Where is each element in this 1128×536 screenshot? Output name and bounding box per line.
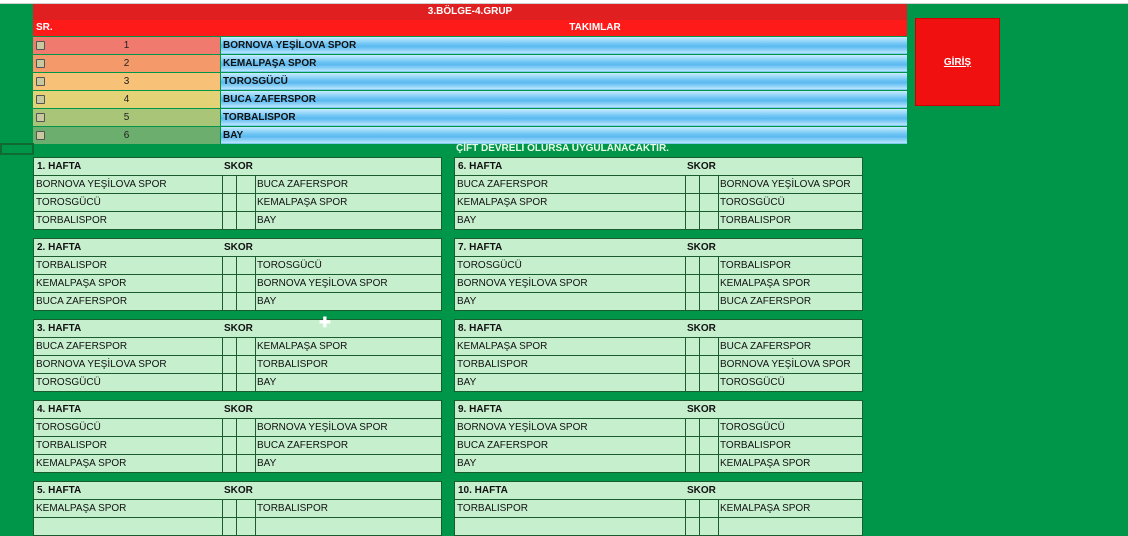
away-score-cell[interactable] — [237, 518, 256, 535]
home-score-cell[interactable] — [223, 419, 237, 436]
team-number: 3 — [33, 73, 220, 90]
score-label: SKOR — [224, 242, 253, 253]
week-table — [454, 238, 863, 311]
home-team-cell[interactable]: TORBALISPOR — [457, 356, 686, 373]
away-score-cell[interactable] — [700, 176, 719, 193]
week-header — [34, 239, 441, 257]
home-team-cell[interactable]: KEMALPAŞA SPOR — [36, 455, 223, 472]
away-score-cell[interactable] — [237, 293, 256, 310]
away-score-cell[interactable] — [700, 518, 719, 535]
week-table — [454, 400, 863, 473]
match-row — [455, 356, 862, 374]
home-score-cell[interactable] — [223, 212, 237, 229]
team-checkbox[interactable] — [36, 77, 45, 86]
home-team-cell[interactable]: BUCA ZAFERSPOR — [36, 338, 223, 355]
score-label: SKOR — [687, 161, 716, 172]
score-label: SKOR — [224, 485, 253, 496]
home-score-cell[interactable] — [686, 293, 700, 310]
team-row[interactable] — [33, 55, 907, 72]
week-header — [455, 158, 862, 176]
away-team-cell[interactable] — [720, 518, 862, 535]
giris-button[interactable]: GİRİŞ — [915, 18, 1000, 106]
match-row — [34, 518, 441, 535]
home-score-cell[interactable] — [223, 257, 237, 274]
away-team-cell[interactable]: BAY — [257, 296, 277, 307]
home-team-cell[interactable]: BUCA ZAFERSPOR — [457, 437, 686, 454]
home-score-cell[interactable] — [223, 374, 237, 391]
team-checkbox[interactable] — [36, 113, 45, 122]
week-header — [34, 401, 441, 419]
home-score-cell[interactable] — [223, 518, 237, 535]
week-header — [34, 320, 441, 338]
away-team-cell[interactable] — [257, 518, 441, 535]
score-label: SKOR — [687, 404, 716, 415]
away-team-cell[interactable]: TORBALISPOR — [720, 260, 791, 271]
home-score-cell[interactable] — [686, 212, 700, 229]
week-label: 4. HAFTA — [37, 404, 82, 415]
away-team-cell[interactable]: BAY — [257, 458, 277, 469]
away-score-cell[interactable] — [700, 455, 719, 472]
away-team-cell[interactable]: KEMALPAŞA SPOR — [720, 503, 811, 514]
away-team-cell[interactable]: BUCA ZAFERSPOR — [720, 296, 812, 307]
score-label: SKOR — [687, 323, 716, 334]
score-label: SKOR — [687, 485, 716, 496]
away-team-cell[interactable]: KEMALPAŞA SPOR — [257, 197, 348, 208]
away-team-cell[interactable]: BUCA ZAFERSPOR — [257, 440, 349, 451]
team-checkbox[interactable] — [36, 95, 45, 104]
home-team-cell[interactable]: BAY — [457, 374, 686, 391]
home-score-cell[interactable] — [686, 194, 700, 211]
away-team-cell[interactable]: BORNOVA YEŞİLOVA SPOR — [720, 359, 851, 370]
week-header — [455, 320, 862, 338]
away-team-cell[interactable]: BORNOVA YEŞİLOVA SPOR — [257, 278, 388, 289]
team-name[interactable]: BORNOVA YEŞİLOVA SPOR — [221, 37, 907, 54]
away-score-cell[interactable] — [237, 257, 256, 274]
home-team-cell[interactable]: TORBALISPOR — [36, 257, 223, 274]
team-row[interactable] — [33, 127, 907, 144]
home-score-cell[interactable] — [686, 338, 700, 355]
team-checkbox[interactable] — [36, 41, 45, 50]
home-team-cell[interactable]: TORBALISPOR — [36, 212, 223, 229]
selected-cell[interactable] — [0, 143, 34, 155]
home-score-cell[interactable] — [223, 437, 237, 454]
match-row — [455, 455, 862, 472]
home-score-cell[interactable] — [223, 338, 237, 355]
away-score-cell[interactable] — [237, 374, 256, 391]
home-team-cell[interactable]: KEMALPAŞA SPOR — [36, 275, 223, 292]
week-table — [33, 481, 442, 536]
match-row — [455, 518, 862, 535]
teams-header-row — [33, 20, 907, 36]
away-team-cell[interactable]: BORNOVA YEŞİLOVA SPOR — [257, 422, 388, 433]
score-label: SKOR — [687, 242, 716, 253]
away-team-cell[interactable]: TORBALISPOR — [257, 359, 328, 370]
sr-header: SR. — [36, 22, 53, 33]
home-team-cell[interactable]: TOROSGÜCÜ — [36, 419, 223, 436]
week-header — [455, 239, 862, 257]
week-label: 7. HAFTA — [458, 242, 503, 253]
double-round-note: ÇİFT DEVRELİ OLURSA UYGULANACAKTIR. — [456, 143, 669, 154]
score-label: SKOR — [224, 323, 253, 334]
home-team-cell[interactable]: BAY — [457, 455, 686, 472]
match-row — [34, 419, 441, 437]
match-row — [34, 437, 441, 455]
home-team-cell[interactable]: BORNOVA YEŞİLOVA SPOR — [457, 419, 686, 436]
home-team-cell[interactable]: KEMALPAŞA SPOR — [457, 338, 686, 355]
team-number: 5 — [33, 109, 220, 126]
match-row — [455, 257, 862, 275]
home-score-cell[interactable] — [686, 176, 700, 193]
home-team-cell[interactable]: BAY — [457, 293, 686, 310]
away-score-cell[interactable] — [237, 356, 256, 373]
match-row — [34, 338, 441, 356]
cell-cursor-icon: ✚ — [319, 314, 331, 330]
away-score-cell[interactable] — [700, 293, 719, 310]
team-row[interactable] — [33, 37, 907, 54]
team-number: 4 — [33, 91, 220, 108]
team-number: 1 — [33, 37, 220, 54]
week-header — [455, 482, 862, 500]
away-score-cell[interactable] — [700, 419, 719, 436]
week-header — [34, 482, 441, 500]
week-header — [455, 401, 862, 419]
week-label: 2. HAFTA — [37, 242, 82, 253]
team-row[interactable] — [33, 109, 907, 126]
match-row — [455, 176, 862, 194]
team-row[interactable] — [33, 91, 907, 108]
away-score-cell[interactable] — [700, 338, 719, 355]
away-score-cell[interactable] — [700, 356, 719, 373]
team-checkbox[interactable] — [36, 131, 45, 140]
home-team-cell[interactable]: TOROSGÜCÜ — [457, 257, 686, 274]
team-number: 6 — [33, 127, 220, 144]
away-score-cell[interactable] — [700, 437, 719, 454]
home-team-cell[interactable]: TOROSGÜCÜ — [36, 374, 223, 391]
match-row — [455, 338, 862, 356]
home-team-cell[interactable]: BORNOVA YEŞİLOVA SPOR — [457, 275, 686, 292]
week-label: 10. HAFTA — [458, 485, 508, 496]
home-score-cell[interactable] — [686, 356, 700, 373]
match-row — [34, 275, 441, 293]
home-score-cell[interactable] — [686, 455, 700, 472]
away-team-cell[interactable]: TORBALISPOR — [720, 440, 791, 451]
away-score-cell[interactable] — [237, 437, 256, 454]
score-label: SKOR — [224, 161, 253, 172]
away-team-cell[interactable]: TOROSGÜCÜ — [720, 422, 785, 433]
away-team-cell[interactable]: TOROSGÜCÜ — [720, 197, 785, 208]
match-row — [455, 194, 862, 212]
match-row — [34, 356, 441, 374]
home-score-cell[interactable] — [686, 437, 700, 454]
teams-header: TAKIMLAR — [569, 22, 621, 33]
home-score-cell[interactable] — [223, 194, 237, 211]
away-team-cell[interactable]: BAY — [257, 215, 277, 226]
away-score-cell[interactable] — [700, 212, 719, 229]
away-team-cell[interactable]: KEMALPAŞA SPOR — [257, 341, 348, 352]
away-score-cell[interactable] — [237, 212, 256, 229]
home-team-cell[interactable]: TORBALISPOR — [457, 500, 686, 517]
home-team-cell[interactable]: BORNOVA YEŞİLOVA SPOR — [36, 356, 223, 373]
home-score-cell[interactable] — [223, 455, 237, 472]
away-score-cell[interactable] — [237, 500, 256, 517]
team-name[interactable]: BUCA ZAFERSPOR — [221, 91, 907, 108]
home-team-cell[interactable]: BORNOVA YEŞİLOVA SPOR — [36, 176, 223, 193]
match-row — [455, 500, 862, 518]
team-checkbox[interactable] — [36, 59, 45, 68]
away-score-cell[interactable] — [700, 500, 719, 517]
away-team-cell[interactable]: KEMALPAŞA SPOR — [720, 458, 811, 469]
week-table — [454, 481, 863, 536]
week-label: 1. HAFTA — [37, 161, 82, 172]
team-row[interactable] — [33, 73, 907, 90]
home-team-cell[interactable] — [457, 518, 686, 535]
match-row — [34, 374, 441, 391]
week-table — [33, 400, 442, 473]
team-name[interactable]: BAY — [221, 127, 907, 144]
match-row — [34, 293, 441, 310]
away-score-cell[interactable] — [700, 374, 719, 391]
home-score-cell[interactable] — [223, 176, 237, 193]
match-row — [34, 212, 441, 229]
score-label: SKOR — [224, 404, 253, 415]
week-table — [33, 238, 442, 311]
week-table — [33, 157, 442, 230]
match-row — [455, 419, 862, 437]
home-score-cell[interactable] — [223, 356, 237, 373]
home-score-cell[interactable] — [686, 374, 700, 391]
team-name[interactable]: KEMALPAŞA SPOR — [221, 55, 907, 72]
match-row — [34, 455, 441, 472]
match-row — [34, 194, 441, 212]
home-team-cell[interactable]: BUCA ZAFERSPOR — [36, 293, 223, 310]
week-table — [33, 319, 442, 392]
home-score-cell[interactable] — [686, 275, 700, 292]
match-row — [455, 437, 862, 455]
home-team-cell[interactable]: KEMALPAŞA SPOR — [457, 194, 686, 211]
away-team-cell[interactable]: TOROSGÜCÜ — [257, 260, 322, 271]
away-team-cell[interactable]: BORNOVA YEŞİLOVA SPOR — [720, 179, 851, 190]
match-row — [455, 212, 862, 229]
match-row — [34, 500, 441, 518]
group-title: 3.BÖLGE-4.GRUP — [33, 4, 907, 20]
home-score-cell[interactable] — [686, 419, 700, 436]
away-score-cell[interactable] — [700, 275, 719, 292]
home-team-cell[interactable]: TOROSGÜCÜ — [36, 194, 223, 211]
team-name[interactable]: TOROSGÜCÜ — [221, 73, 907, 90]
home-score-cell[interactable] — [223, 275, 237, 292]
home-team-cell[interactable]: TORBALISPOR — [36, 437, 223, 454]
match-row — [455, 275, 862, 293]
away-team-cell[interactable]: TOROSGÜCÜ — [720, 377, 785, 388]
home-team-cell[interactable]: BUCA ZAFERSPOR — [457, 176, 686, 193]
home-team-cell[interactable]: KEMALPAŞA SPOR — [36, 500, 223, 517]
away-score-cell[interactable] — [237, 419, 256, 436]
week-label: 3. HAFTA — [37, 323, 82, 334]
home-score-cell[interactable] — [686, 518, 700, 535]
match-row — [455, 293, 862, 310]
week-header — [34, 158, 441, 176]
away-team-cell[interactable]: TORBALISPOR — [720, 215, 791, 226]
away-score-cell[interactable] — [237, 455, 256, 472]
match-row — [455, 374, 862, 391]
away-team-cell[interactable]: BUCA ZAFERSPOR — [720, 341, 812, 352]
week-label: 9. HAFTA — [458, 404, 503, 415]
away-score-cell[interactable] — [700, 257, 719, 274]
team-number: 2 — [33, 55, 220, 72]
away-team-cell[interactable]: KEMALPAŞA SPOR — [720, 278, 811, 289]
away-score-cell[interactable] — [237, 176, 256, 193]
match-row — [34, 176, 441, 194]
week-table — [454, 157, 863, 230]
week-label: 5. HAFTA — [37, 485, 82, 496]
away-score-cell[interactable] — [700, 194, 719, 211]
away-score-cell[interactable] — [237, 338, 256, 355]
home-score-cell[interactable] — [223, 293, 237, 310]
home-score-cell[interactable] — [223, 500, 237, 517]
away-team-cell[interactable]: BUCA ZAFERSPOR — [257, 179, 349, 190]
home-team-cell[interactable]: BAY — [457, 212, 686, 229]
week-table — [454, 319, 863, 392]
week-label: 6. HAFTA — [458, 161, 503, 172]
home-score-cell[interactable] — [686, 500, 700, 517]
away-team-cell[interactable]: BAY — [257, 377, 277, 388]
away-score-cell[interactable] — [237, 194, 256, 211]
week-label: 8. HAFTA — [458, 323, 503, 334]
team-name[interactable]: TORBALISPOR — [221, 109, 907, 126]
home-score-cell[interactable] — [686, 257, 700, 274]
away-team-cell[interactable]: TORBALISPOR — [257, 503, 328, 514]
away-score-cell[interactable] — [237, 275, 256, 292]
home-team-cell[interactable] — [36, 518, 223, 535]
match-row — [34, 257, 441, 275]
